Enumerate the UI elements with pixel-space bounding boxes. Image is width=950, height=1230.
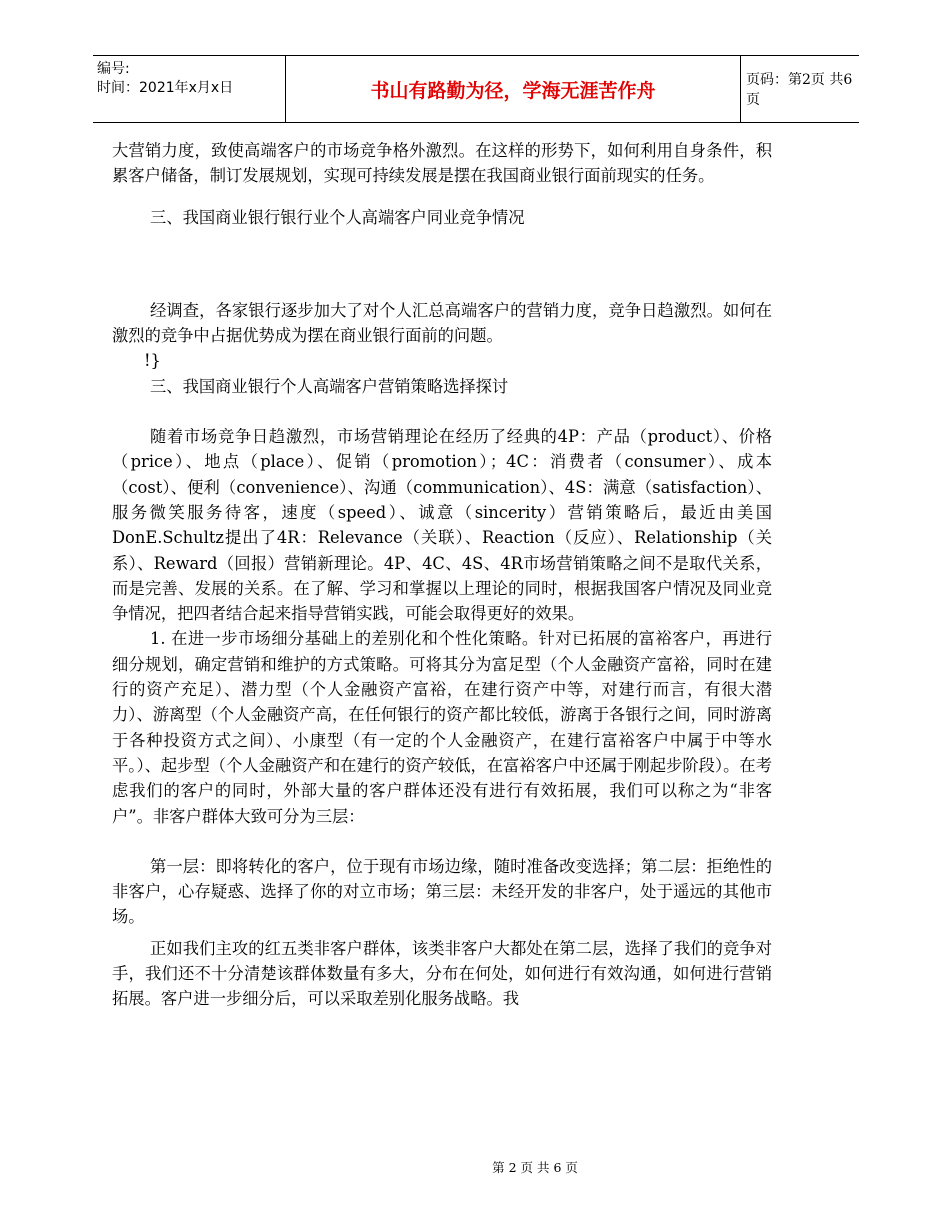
header-left-cell — [93, 56, 285, 122]
paragraph-segmentation-strategy: 1. 在进一步市场细分基础上的差别化和个性化策略。针对已拓展的富裕客户，再进行细分规划，确定营销和维护的方式策略。可将其分为富足型（个人金融资产富裕，同时在建行的资产充足）、潜力型（个人金融资产富裕，在建行资产中等，对建行而言，有很大潜力）、游离型（个人金融资产高，在任何银行的资产都比较低，游离于各银行之间，同时游离于各种投资方式之间）、小康型（有一定的个人金融资产，在建行富裕客户中属于中等水平。）、起步型（个人金融资产和在建行的资产较低，在富裕客户中还属于刚起步阶段）。在考虑我们的客户的同时，外部大量的客户群体还没有进行有效拓展，我们可以称之为“非客户”。非客户群体大致可分为三层： — [112, 629, 772, 826]
paragraph-target-group: 正如我们主攻的红五类非客户群体，该类非客户大都处在第二层，选择了我们的竞争对手，我们还不十分清楚该群体数量有多大，分布在何处，如何进行有效沟通，如何进行营销拓展。客户进一步细分后，可以采取差别化服务战略。我 — [112, 938, 772, 1009]
document-number-label: 编号: — [97, 61, 130, 77]
paragraph-survey: 经调查，各家银行逐步加大了对个人汇总高端客户的营销力度，竞争日趋激烈。如何在激烈的竞争中占据优势成为摆在商业银行面前的问题。 — [112, 300, 772, 346]
stray-characters: !} — [144, 351, 161, 371]
paragraph-marketing-theory: 随着市场竞争日趋激烈，市场营销理论在经历了经典的4P：产品（product）、价格（price）、地点（place）、促销（promotion）；4C：消费者（consumer）、成本（cost）、便利（convenience）、沟通（communication）、4S：满意（satisfaction）、服务微笑服务待客，速度（speed）、诚意（sincerity）营销策略后，最近由美国DonE.Schultz提出了4R：Relevance（关联）、Reaction（反应）、Relationship（关系）、Reward（回报）营销新理论。4P、4C、4S、4R市场营销策略之间不是取代关系，而是完善、发展的关系。在了解、学习和掌握以上理论的同时，根据我国客户情况及同业竞争情况，把四者结合起来指导营销实践，可能会取得更好的效果。 — [112, 427, 772, 624]
paragraph-customer-layers: 第一层：即将转化的客户，位于现有市场边缘，随时准备改变选择；第二层：拒绝性的非客户，心存疑惑、选择了你的对立市场；第三层：未经开发的非客户，处于遥远的其他市场。 — [112, 856, 772, 927]
header-page-info: 页码：第2页 共6页 — [746, 72, 853, 108]
header-motto: 书山有路勤为径，学海无涯苦作舟 — [285, 56, 741, 122]
document-body — [112, 138, 772, 1012]
page-footer: 第 2 页 共 6 页 — [492, 1160, 578, 1175]
section-heading-strategy: 三、我国商业银行个人高端客户营销策略选择探讨 — [150, 376, 509, 396]
paragraph-intro: 大营销力度，致使高端客户的市场竞争格外激烈。在这样的形势下，如何利用自身条件，积累客户储备，制订发展规划，实现可持续发展是摆在我国商业银行面前现实的任务。 — [112, 141, 772, 186]
section-heading-competition: 三、我国商业银行银行业个人高端客户同业竞争情况 — [150, 207, 525, 227]
page-header — [93, 55, 859, 123]
date-label: 时间：2021年x月x日 — [97, 80, 234, 96]
